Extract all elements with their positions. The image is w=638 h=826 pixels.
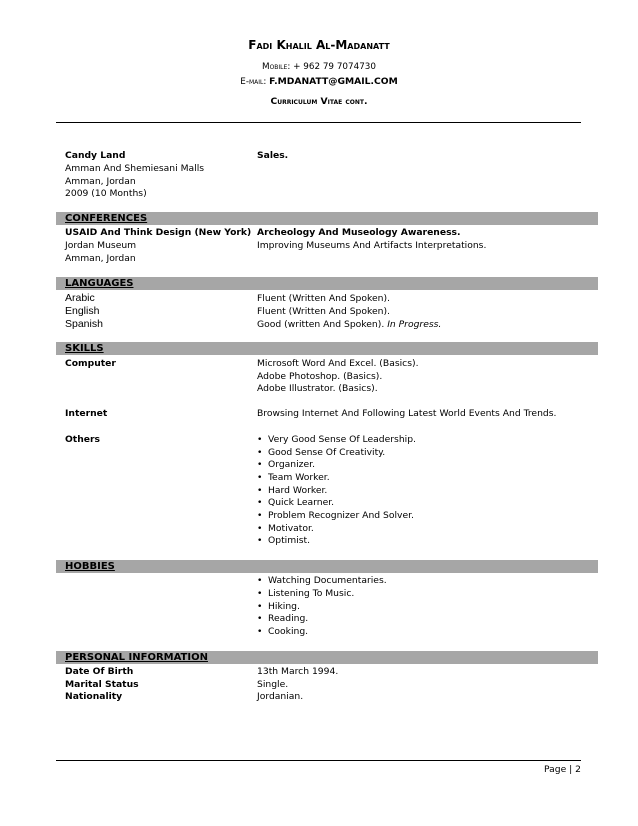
section-heading-languages: LANGUAGES [65, 278, 134, 289]
bullet-icon: • [257, 497, 263, 508]
language-level: Good (written And Spoken). [257, 319, 385, 330]
list-item: • Optimist. [257, 535, 311, 546]
language-name: Arabic [65, 292, 95, 304]
bullet-icon: • [257, 601, 263, 612]
bullet-icon: • [257, 459, 263, 470]
conference-city: Amman, Jordan [65, 253, 136, 264]
bullet-icon: • [257, 510, 263, 521]
list-item: • Organizer. [257, 459, 316, 470]
personal-label: Date Of Birth [65, 666, 134, 677]
section-band-conferences [56, 212, 598, 225]
list-item: • Watching Documentaries. [257, 575, 387, 586]
language-level: Fluent (Written And Spoken). [257, 306, 390, 317]
skill-category-others: Others [65, 434, 100, 445]
company-city: Amman, Jordan [65, 176, 136, 187]
email-label: E-mail: [240, 77, 267, 87]
computer-skill: Microsoft Word And Excel. (Basics). [257, 358, 419, 369]
header-divider [56, 122, 581, 123]
computer-skill: Adobe Illustrator. (Basics). [257, 383, 378, 394]
bullet-icon: • [257, 485, 263, 496]
language-level-row [257, 319, 441, 331]
conference-detail: Improving Museums And Artifacts Interpretations. [257, 240, 487, 251]
mobile-line [0, 62, 638, 72]
company-name: Candy Land [65, 150, 126, 161]
bullet-icon: • [257, 434, 263, 445]
skill-category-computer: Computer [65, 358, 116, 369]
section-band-hobbies [56, 560, 598, 573]
personal-label: Nationality [65, 691, 123, 702]
mobile-label: Mobile: [261, 62, 291, 72]
company-location: Amman And Shemiesani Malls [65, 163, 205, 174]
footer-divider [56, 760, 581, 761]
section-heading-skills: SKILLS [65, 343, 104, 354]
computer-skill: Adobe Photoshop. (Basics). [257, 371, 383, 382]
bullet-icon: • [257, 447, 263, 458]
list-item: • Very Good Sense Of Leadership. [257, 434, 416, 445]
mobile-value: + 962 79 7074730 [293, 62, 376, 72]
bullet-icon: • [257, 472, 263, 483]
bullet-icon: • [257, 613, 263, 624]
internet-skill: Browsing Internet And Following Latest World Events And Trends. [257, 408, 557, 419]
section-heading-hobbies: HOBBIES [65, 561, 115, 572]
list-item: • Quick Learner. [257, 497, 335, 508]
personal-value: 13th March 1994. [257, 666, 339, 677]
job-role: Sales. [257, 150, 289, 161]
bullet-icon: • [257, 523, 263, 534]
bullet-icon: • [257, 535, 263, 546]
bullet-icon: • [257, 575, 263, 586]
section-band-personal [56, 651, 598, 664]
section-band-languages [56, 277, 598, 290]
list-item: • Good Sense Of Creativity. [257, 447, 386, 458]
list-item: • Listening To Music. [257, 588, 355, 599]
language-level: Fluent (Written And Spoken). [257, 293, 390, 304]
language-note: In Progress. [387, 319, 442, 330]
list-item: • Hard Worker. [257, 485, 328, 496]
personal-value: Single. [257, 679, 289, 690]
section-heading-personal: PERSONAL INFORMATION [65, 652, 208, 663]
section-band-skills [56, 342, 598, 355]
bullet-icon: • [257, 588, 263, 599]
section-heading-conferences: CONFERENCES [65, 213, 148, 224]
email-line [0, 76, 638, 87]
company-duration: 2009 (10 Months) [65, 188, 147, 199]
personal-value: Jordanian. [257, 691, 304, 702]
conference-place: Jordan Museum [65, 240, 137, 251]
language-name: Spanish [65, 318, 103, 330]
list-item: • Cooking. [257, 626, 309, 637]
document-title: Curriculum Vitae cont. [270, 96, 368, 107]
bullet-icon: • [257, 626, 263, 637]
conference-title: USAID And Think Design (New York) [65, 227, 252, 238]
email-value: F.MDANATT@GMAIL.COM [269, 76, 398, 87]
list-item: • Team Worker. [257, 472, 330, 483]
personal-label: Marital Status [65, 679, 139, 690]
list-item: • Reading. [257, 613, 309, 624]
skill-category-internet: Internet [65, 408, 108, 419]
page-number: Page | 2 [544, 764, 582, 775]
list-item: • Problem Recognizer And Solver. [257, 510, 414, 521]
list-item: • Motivator. [257, 523, 314, 534]
language-name: English [65, 305, 100, 317]
conference-topic: Archeology And Museology Awareness. [257, 227, 461, 238]
list-item: • Hiking. [257, 601, 300, 612]
candidate-name: Fadi Khalil Al-Madanatt [248, 38, 390, 52]
